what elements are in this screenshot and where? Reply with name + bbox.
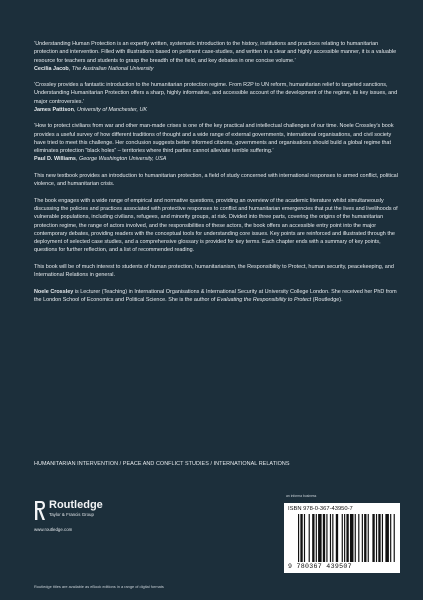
endorsement-quote: ‘Crossley provides a fantastic introduction to the humanitarian protection regime. From R2P to UN reform, humanitarian relief to targeted sanctions, Understanding Humanitarian Protection offers a sharp, highly informative, and accessible account of the development of the regime, its key issues, and major controversies.’ bbox=[34, 82, 398, 105]
endorsement-quote: ‘Understanding Human Protection is an expertly written, systematic introduction to the history, institutions and practices relating to humanitarian protection and intervention. Filled with illustrations based on pertinent case-studies, and written in a clear and highly accessible manner, it is a valuable resource for teachers and students to grasp the breadth of the field, and key debates in one concise volume.’ bbox=[34, 41, 397, 64]
endorser-affiliation: George Washington University, USA bbox=[78, 156, 167, 163]
barcode-panel bbox=[284, 503, 400, 573]
description-paragraph: The book engages with a wide range of empirical and normative questions, providing an overview of the academic literature whilst simultaneously discussing the policies and practices associated with protective responses to conflict and humanitarian emergencies that put the lives and livelihoods of vulnerable populations, including civilians, refugees, and minority groups, at risk. Divided into three parts, covering the origins of the humanitarian protection regime, the range of actors involved, and the responsibilities of these actors, the book offers an accessible entry point into the major contemporary debates, providing readers with the conceptual tools for understanding core issues. Key points are reinforced and illustrated through the deployment of selected case studies, and a comprehensive glossary is provided for key terms. Each chapter ends with a summary of key points, questions for further reflection, and a list of recommended reading. bbox=[34, 197, 398, 254]
endorser-name: Cecilia Jacob bbox=[34, 65, 69, 72]
description-paragraph: This book will be of much interest to students of human protection, humanitarianism, the Responsibility to Protect, human security, peacekeeping, and International Relations in general. bbox=[34, 264, 394, 279]
endorser-affiliation: The Australian National University bbox=[71, 65, 154, 72]
endorser-name: James Pattison bbox=[34, 106, 74, 113]
barcode-icon bbox=[298, 514, 396, 562]
author-bio: Noele Crossley is Lecturer (Teaching) in International Organisations & International Security at University College London. She received her PhD from the London School of Economics and Political Science. She is the author of Evaluating the Responsibility to Protect (Routledge). bbox=[34, 289, 397, 304]
endorser-affiliation: University of Manchester, UK bbox=[76, 106, 148, 113]
publisher-group: Taylor & Francis Group bbox=[49, 512, 94, 517]
informa-tagline: an informa business bbox=[286, 494, 317, 498]
publisher-name: Routledge bbox=[49, 499, 103, 511]
publisher-url: www.routledge.com bbox=[34, 527, 73, 532]
endorser-name: Paul D. Williams bbox=[34, 156, 76, 163]
author-book-title: Evaluating the Responsibility to Protect bbox=[216, 297, 312, 304]
routledge-logo bbox=[34, 499, 124, 539]
isbn-label: ISBN 978-0-367-43950-7 bbox=[288, 506, 353, 512]
routledge-mark-icon bbox=[34, 500, 46, 521]
description-paragraph: This new textbook provides an introduction to humanitarian protection, a field of study concerned with international responses to armed conflict, political violence, and humanitarian crisis. bbox=[34, 172, 398, 188]
endorsement-1: ‘Understanding Human Protection is an expertly written, systematic introduction to the history, institutions and practices relating to humanitarian protection and intervention. Filled with illustrations based on pertinent case-studies, and written in a clear and highly accessible manner, it is a valuable resource for teachers and students to grasp the breadth of the field, and key debates in one concise volume.’ Cecilia Jacob, The Australian National University bbox=[34, 40, 400, 73]
barcode-number: 9 780367 439507 bbox=[288, 563, 352, 570]
endorsement-2: ‘Crossley provides a fantastic introduction to the humanitarian protection regime. From R2P to UN reform, humanitarian relief to targeted sanctions, Understanding Humanitarian Protection offers a sharp, highly informative, and accessible account of the development of the regime, its key issues, and major controversies.’ James Pattison, University of Manchester, UK bbox=[34, 81, 400, 114]
subject-categories: HUMANITARIAN INTERVENTION / PEACE AND CONFLICT STUDIES / INTERNATIONAL RELATIONS bbox=[34, 461, 290, 467]
endorsement-3: ‘How to protect civilians from war and other man-made crises is one of the key practical and intellectual challenges of our time. Noele Crossley’s book provides a useful survey of how different traditions of thought and a wide range of external governments, international organisations, and civil society have tried to meet this challenge. Her conclusion suggests better informed citizens, governments and organisations should build a global regime that eliminates protection “black holes” – territories where third parties cannot alleviate terrible suffering.’ Paul D. Williams, George Washington University, USA bbox=[34, 122, 400, 163]
author-name: Noele Crossley bbox=[34, 289, 74, 296]
ebook-note: Routledge titles are available as eBook editions in a range of digital formats bbox=[34, 584, 164, 589]
cover-text bbox=[34, 40, 400, 313]
endorsement-quote: ‘How to protect civilians from war and other man-made crises is one of the key practical and intellectual challenges of our time. Noele Crossley’s book provides a useful survey of how different traditions of thought and a wide range of external governments, international organisations, and civil society have tried to meet this challenge. Her conclusion suggests better informed citizens, governments and organisations should build a global regime that eliminates protection “black holes” – territories where third parties cannot alleviate terrible suffering.’ bbox=[34, 123, 394, 155]
